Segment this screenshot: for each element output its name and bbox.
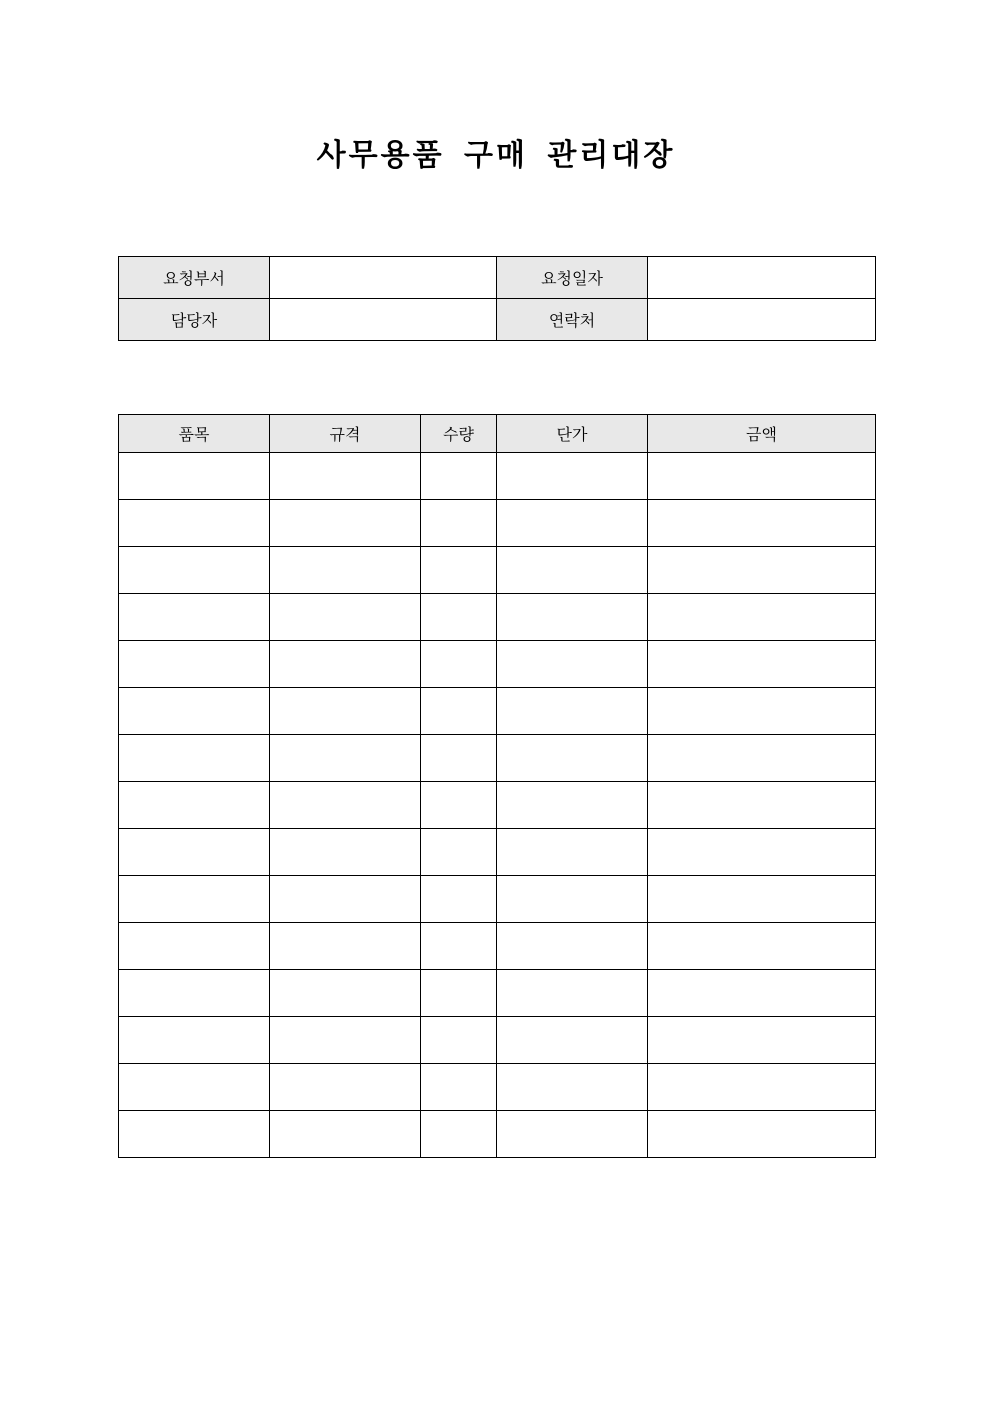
unit-price-cell[interactable] (497, 500, 648, 547)
amount-cell[interactable] (648, 829, 876, 876)
quantity-cell[interactable] (421, 547, 497, 594)
table-row (119, 500, 876, 547)
quantity-cell[interactable] (421, 453, 497, 500)
department-field[interactable] (270, 257, 497, 299)
quantity-cell[interactable] (421, 970, 497, 1017)
quantity-cell[interactable] (421, 782, 497, 829)
item-cell[interactable] (119, 641, 270, 688)
amount-cell[interactable] (648, 641, 876, 688)
table-row (119, 735, 876, 782)
table-row (119, 829, 876, 876)
spec-cell[interactable] (270, 500, 421, 547)
page-title: 사무용품 구매 관리대장 (316, 138, 676, 173)
unit-price-cell[interactable] (497, 829, 648, 876)
unit-price-cell[interactable] (497, 735, 648, 782)
unit-price-cell[interactable] (497, 923, 648, 970)
table-row (119, 970, 876, 1017)
spec-cell[interactable] (270, 453, 421, 500)
item-cell[interactable] (119, 923, 270, 970)
amount-cell[interactable] (648, 782, 876, 829)
quantity-cell[interactable] (421, 1017, 497, 1064)
quantity-cell[interactable] (421, 1111, 497, 1158)
amount-cell[interactable] (648, 1017, 876, 1064)
spec-cell[interactable] (270, 641, 421, 688)
item-cell[interactable] (119, 782, 270, 829)
unit-price-cell[interactable] (497, 453, 648, 500)
unit-price-cell[interactable] (497, 688, 648, 735)
item-cell[interactable] (119, 876, 270, 923)
amount-cell[interactable] (648, 594, 876, 641)
amount-cell[interactable] (648, 970, 876, 1017)
table-row (119, 782, 876, 829)
item-cell[interactable] (119, 688, 270, 735)
spec-cell[interactable] (270, 735, 421, 782)
quantity-cell[interactable] (421, 594, 497, 641)
item-cell[interactable] (119, 453, 270, 500)
items-header-row (119, 415, 876, 453)
amount-cell[interactable] (648, 1111, 876, 1158)
column-header-amount: 금액 (648, 415, 876, 453)
request-info-table (118, 256, 876, 341)
item-cell[interactable] (119, 735, 270, 782)
unit-price-cell[interactable] (497, 1111, 648, 1158)
purchase-items-table (118, 414, 876, 1158)
spec-cell[interactable] (270, 1064, 421, 1111)
amount-cell[interactable] (648, 923, 876, 970)
unit-price-cell[interactable] (497, 782, 648, 829)
spec-cell[interactable] (270, 782, 421, 829)
table-row (119, 594, 876, 641)
amount-cell[interactable] (648, 500, 876, 547)
table-row (119, 1111, 876, 1158)
item-cell[interactable] (119, 594, 270, 641)
request-date-field[interactable] (648, 257, 876, 299)
manager-field[interactable] (270, 299, 497, 341)
table-row (119, 923, 876, 970)
amount-cell[interactable] (648, 453, 876, 500)
item-cell[interactable] (119, 970, 270, 1017)
contact-field[interactable] (648, 299, 876, 341)
spec-cell[interactable] (270, 876, 421, 923)
spec-cell[interactable] (270, 1017, 421, 1064)
item-cell[interactable] (119, 829, 270, 876)
item-cell[interactable] (119, 1111, 270, 1158)
unit-price-cell[interactable] (497, 1017, 648, 1064)
column-header-spec: 규격 (270, 415, 421, 453)
unit-price-cell[interactable] (497, 970, 648, 1017)
spec-cell[interactable] (270, 594, 421, 641)
column-header-quantity: 수량 (421, 415, 497, 453)
quantity-cell[interactable] (421, 735, 497, 782)
spec-cell[interactable] (270, 970, 421, 1017)
item-cell[interactable] (119, 500, 270, 547)
quantity-cell[interactable] (421, 829, 497, 876)
item-cell[interactable] (119, 1017, 270, 1064)
department-label: 요청부서 (119, 257, 270, 299)
unit-price-cell[interactable] (497, 641, 648, 688)
amount-cell[interactable] (648, 1064, 876, 1111)
spec-cell[interactable] (270, 688, 421, 735)
table-row (119, 547, 876, 594)
unit-price-cell[interactable] (497, 1064, 648, 1111)
table-row (119, 688, 876, 735)
quantity-cell[interactable] (421, 688, 497, 735)
quantity-cell[interactable] (421, 1064, 497, 1111)
table-row (119, 876, 876, 923)
table-row (119, 1017, 876, 1064)
request-date-label: 요청일자 (497, 257, 648, 299)
items-table-body (119, 453, 876, 1158)
unit-price-cell[interactable] (497, 594, 648, 641)
unit-price-cell[interactable] (497, 547, 648, 594)
column-header-unit-price: 단가 (497, 415, 648, 453)
table-row (119, 453, 876, 500)
spec-cell[interactable] (270, 1111, 421, 1158)
amount-cell[interactable] (648, 547, 876, 594)
amount-cell[interactable] (648, 688, 876, 735)
manager-label: 담당자 (119, 299, 270, 341)
unit-price-cell[interactable] (497, 876, 648, 923)
request-info-row-1 (119, 257, 876, 299)
table-row (119, 641, 876, 688)
contact-label: 연락처 (497, 299, 648, 341)
request-info-row-2 (119, 299, 876, 341)
item-cell[interactable] (119, 547, 270, 594)
amount-cell[interactable] (648, 876, 876, 923)
spec-cell[interactable] (270, 923, 421, 970)
spec-cell[interactable] (270, 547, 421, 594)
item-cell[interactable] (119, 1064, 270, 1111)
quantity-cell[interactable] (421, 500, 497, 547)
quantity-cell[interactable] (421, 641, 497, 688)
column-header-item: 품목 (119, 415, 270, 453)
quantity-cell[interactable] (421, 876, 497, 923)
quantity-cell[interactable] (421, 923, 497, 970)
spec-cell[interactable] (270, 829, 421, 876)
amount-cell[interactable] (648, 735, 876, 782)
table-row (119, 1064, 876, 1111)
